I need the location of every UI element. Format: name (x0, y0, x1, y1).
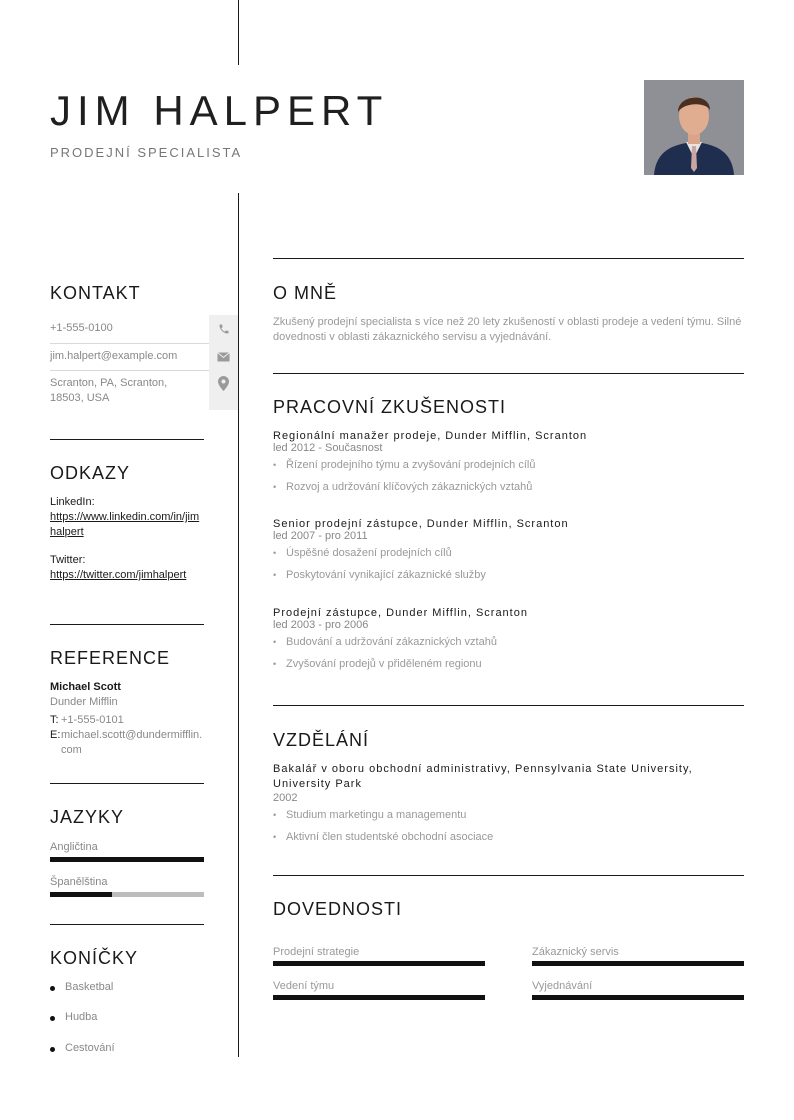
contact-phone-row (50, 315, 238, 344)
job-bullet: • Budování a udržování zákaznických vztahů (273, 635, 744, 657)
job-bullet: • Zvyšování prodejů v přiděleném regionu (273, 657, 744, 679)
section-divider (50, 783, 204, 784)
job-dates: led 2007 - pro 2011 (273, 530, 368, 542)
job-entry (273, 607, 744, 679)
reference-email-label: E: (50, 729, 61, 741)
job-bullet: • Poskytování vynikající zákaznické služby (273, 568, 744, 590)
skill-item (532, 980, 744, 1000)
reference-phone[interactable]: +1-555-0101 (61, 714, 124, 726)
column-divider-line (238, 193, 239, 1057)
languages-heading: JAZYKY (50, 807, 125, 827)
links-list (50, 495, 204, 583)
reference-phone-label: T: (50, 714, 59, 726)
section-divider (273, 705, 744, 706)
contact-heading: KONTAKT (50, 283, 141, 303)
linkedin-link[interactable]: https://www.linkedin.com/in/jimhalpert (50, 511, 200, 538)
envelope-icon (209, 343, 238, 370)
profile-photo (644, 80, 744, 175)
contact-address-row (50, 370, 238, 410)
language-name: Angličtina (50, 841, 98, 853)
linkedin-label: LinkedIn: (50, 496, 95, 508)
job-entry (273, 430, 744, 502)
section-divider (273, 875, 744, 876)
reference-entry (50, 680, 204, 758)
location-pin-icon (209, 370, 238, 410)
reference-email[interactable]: michael.scott@dundermifflin.com (61, 729, 203, 756)
job-dates: led 2012 - Současnost (273, 442, 383, 454)
section-divider (273, 258, 744, 259)
education-entry (273, 762, 744, 852)
skill-level-bar (273, 961, 485, 966)
degree-title: Bakalář v oboru obchodní administrativy, Pennsylvania State University, University Park (273, 763, 693, 790)
language-level-bar (50, 857, 204, 862)
education-bullet: • Aktivní člen studentské obchodní asociace (273, 830, 744, 852)
language-item (50, 875, 204, 897)
reference-company: Dunder Mifflin (50, 696, 118, 708)
language-name: Španělština (50, 876, 108, 888)
contact-address: Scranton, PA, Scranton, 18503, USA (50, 377, 168, 404)
skill-level-bar (273, 995, 485, 1000)
skill-item (532, 946, 744, 966)
job-bullet: • Úspěšné dosažení prodejních cílů (273, 546, 744, 568)
job-dates: led 2003 - pro 2006 (273, 619, 369, 631)
skill-level-bar (532, 961, 744, 966)
contact-email-row (50, 343, 238, 371)
skill-name: Zákaznický servis (532, 946, 619, 958)
about-heading: O MNĚ (273, 283, 338, 303)
skill-item (273, 946, 485, 966)
job-title: Regionální manažer prodeje, Dunder Mifflin, Scranton (273, 430, 588, 442)
language-item (50, 840, 204, 862)
job-entry (273, 518, 744, 590)
contact-email[interactable]: jim.halpert@example.com (50, 350, 178, 362)
language-level-bar (50, 892, 204, 897)
education-bullet: • Studium marketingu a managementu (273, 808, 744, 830)
person-portrait-icon (644, 80, 744, 175)
hobbies-heading: KONÍČKY (50, 948, 139, 968)
skill-name: Prodejní strategie (273, 946, 360, 958)
contact-phone[interactable]: +1-555-0100 (50, 322, 113, 334)
header-divider-line (238, 0, 239, 65)
language-level-fill (50, 857, 204, 862)
references-heading: REFERENCE (50, 648, 171, 668)
section-divider (273, 373, 744, 374)
twitter-label: Twitter: (50, 554, 86, 566)
language-level-fill (50, 892, 112, 897)
section-divider (50, 439, 204, 440)
job-bullet: • Řízení prodejního týmu a zvyšování prodejních cílů (273, 458, 744, 480)
twitter-link[interactable]: https://twitter.com/jimhalpert (50, 569, 187, 581)
links-heading: ODKAZY (50, 463, 131, 483)
reference-name: Michael Scott (50, 681, 121, 693)
candidate-title: PRODEJNÍ SPECIALISTA (50, 145, 243, 160)
skill-name: Vyjednávání (532, 980, 593, 992)
section-divider (50, 924, 204, 925)
job-title: Senior prodejní zástupce, Dunder Mifflin, Scranton (273, 518, 569, 530)
candidate-name: JIM HALPERT (50, 87, 389, 134)
education-heading: VZDĚLÁNÍ (273, 730, 370, 750)
skill-level-bar (532, 995, 744, 1000)
bullet-icon (50, 1016, 55, 1021)
bullet-icon (50, 1047, 55, 1052)
job-title: Prodejní zástupce, Dunder Mifflin, Scranton (273, 607, 528, 619)
experience-heading: PRACOVNÍ ZKUŠENOSTI (273, 397, 507, 417)
skill-item (273, 980, 485, 1000)
job-bullet: • Rozvoj a udržování klíčových zákaznických vztahů (273, 480, 744, 502)
skill-name: Vedení týmu (273, 980, 335, 992)
phone-icon (209, 315, 238, 343)
education-year: 2002 (273, 792, 298, 804)
skills-heading: DOVEDNOSTI (273, 899, 403, 919)
bullet-icon (50, 986, 55, 991)
section-divider (50, 624, 204, 625)
about-text: Zkušený prodejní specialista s více než 20 lety zkušeností v oblasti prodeje a vedení týmu. Silné dovednosti v oblasti zákaznického servisu a vyjednávání. (273, 316, 742, 343)
